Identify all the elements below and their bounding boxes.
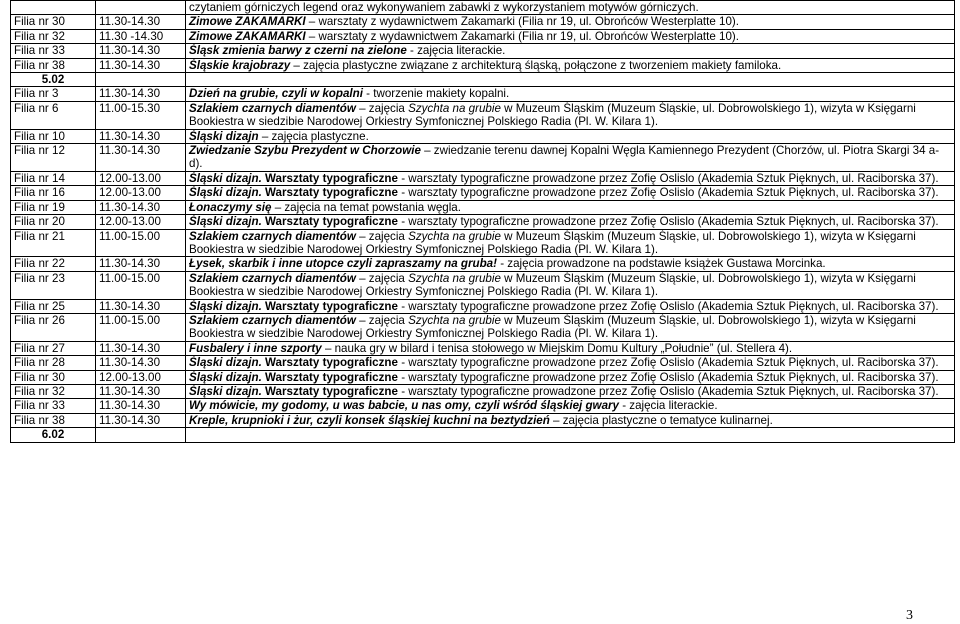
activity-cell	[186, 73, 955, 87]
filia-cell: Filia nr 30	[11, 15, 96, 29]
filia-cell: Filia nr 6	[11, 101, 96, 129]
activity-text: – warsztaty z wydawnictwem Zakamarki (Filia nr 19, ul. Obrońców Westerplatte 10).	[305, 29, 739, 43]
filia-cell: Filia nr 38	[11, 413, 96, 427]
filia-cell: Filia nr 27	[11, 341, 96, 355]
activity-text: – warsztaty z wydawnictwem Zakamarki (Filia nr 19, ul. Obrońców Westerplatte 10).	[305, 15, 739, 29]
activity-cell	[186, 144, 955, 172]
filia-cell: Filia nr 21	[11, 229, 96, 257]
time-cell: 11.30-14.30	[96, 356, 186, 370]
activity-cell	[186, 313, 955, 341]
activity-title: Śląski dizajn.	[189, 171, 262, 185]
schedule-body	[11, 1, 955, 443]
activity-cell	[186, 356, 955, 370]
time-cell	[96, 1, 186, 15]
activity-cell	[186, 101, 955, 129]
activity-title: Śląski dizajn.	[189, 370, 262, 384]
table-row	[11, 399, 955, 413]
filia-cell: Filia nr 12	[11, 144, 96, 172]
activity-cell	[186, 229, 955, 257]
activity-text: – zajęcia na temat powstania węgla.	[271, 200, 461, 214]
filia-cell: Filia nr 16	[11, 186, 96, 200]
activity-subtitle: Warsztaty typograficzne	[261, 370, 398, 384]
table-row	[11, 87, 955, 101]
activity-cell	[186, 257, 955, 271]
activity-text: - warsztaty typograficzne prowadzone przez Zofię Oslislo (Akademia Sztuk Pięknych, ul. Raciborska 37).	[397, 171, 939, 185]
time-cell: 12.00-13.00	[96, 215, 186, 229]
activity-title: Śląski dizajn.	[189, 299, 262, 313]
activity-text: Szychta na grubie	[408, 271, 501, 285]
activity-cell	[186, 200, 955, 214]
time-cell: 11.30 -14.30	[96, 29, 186, 43]
table-row	[11, 229, 955, 257]
activity-cell	[186, 341, 955, 355]
activity-subtitle: Warsztaty typograficzne	[261, 186, 398, 200]
activity-text: - tworzenie makiety kopalni.	[362, 87, 510, 101]
activity-cell	[186, 370, 955, 384]
activity-text: - zajęcia prowadzone na podstawie książek Gustawa Morcinka.	[497, 257, 826, 271]
activity-text: – zajęcia plastyczne związane z architekturą śląską, połączone z tworzeniem makiety familoka.	[290, 58, 782, 72]
filia-cell: Filia nr 30	[11, 370, 96, 384]
activity-title: Szlakiem czarnych diamentów	[189, 271, 356, 285]
time-cell: 11.00-15.00	[96, 313, 186, 341]
date-cell: 6.02	[11, 428, 96, 442]
table-row	[11, 271, 955, 299]
activity-title: Wy mówicie, my godomy, u was babcie, u nas omy, czyli wśród śląskiej gwary	[189, 399, 619, 413]
filia-cell: Filia nr 19	[11, 200, 96, 214]
filia-cell: Filia nr 32	[11, 29, 96, 43]
activity-title: Śląski dizajn	[189, 129, 259, 143]
activity-text: - zajęcia literackie.	[406, 44, 506, 58]
filia-cell: Filia nr 22	[11, 257, 96, 271]
activity-text: – zajęcia plastyczne.	[258, 129, 369, 143]
date-row	[11, 428, 955, 442]
activity-subtitle: Warsztaty typograficzne	[261, 384, 398, 398]
activity-title: Śląski dizajn.	[189, 356, 262, 370]
time-cell: 11.00-15.30	[96, 101, 186, 129]
filia-cell: Filia nr 20	[11, 215, 96, 229]
filia-cell: Filia nr 10	[11, 129, 96, 143]
activity-title: Śląski dizajn.	[189, 186, 262, 200]
activity-cell	[186, 399, 955, 413]
table-row	[11, 370, 955, 384]
activity-title: Szlakiem czarnych diamentów	[189, 101, 356, 115]
activity-text: – zajęcia	[355, 101, 409, 115]
time-cell: 11.30-14.30	[96, 87, 186, 101]
table-row	[11, 257, 955, 271]
activity-cell	[186, 215, 955, 229]
activity-text: - warsztaty typograficzne prowadzone przez Zofię Oslislo (Akademia Sztuk Pięknych, ul. Raciborska 37).	[397, 356, 939, 370]
filia-cell: Filia nr 28	[11, 356, 96, 370]
table-row	[11, 215, 955, 229]
time-cell: 11.00-15.00	[96, 271, 186, 299]
activity-cell	[186, 413, 955, 427]
activity-subtitle: Warsztaty typograficzne	[261, 171, 398, 185]
activity-subtitle: Warsztaty typograficzne	[261, 215, 398, 229]
table-row	[11, 29, 955, 43]
table-row	[11, 186, 955, 200]
time-cell: 11.30-14.30	[96, 384, 186, 398]
date-cell: 5.02	[11, 73, 96, 87]
activity-cell	[186, 271, 955, 299]
activity-cell	[186, 186, 955, 200]
time-cell: 11.30-14.30	[96, 299, 186, 313]
activity-cell	[186, 384, 955, 398]
activity-title: Łysek, skarbik i inne utopce czyli zapraszamy na gruba!	[189, 257, 497, 271]
activity-subtitle: Warsztaty typograficzne	[261, 299, 398, 313]
filia-cell: Filia nr 3	[11, 87, 96, 101]
activity-cell	[186, 15, 955, 29]
table-row	[11, 129, 955, 143]
activity-text: – zajęcia plastyczne o tematyce kulinarnej.	[549, 413, 773, 427]
filia-cell: Filia nr 33	[11, 399, 96, 413]
time-cell: 11.30-14.30	[96, 413, 186, 427]
date-row	[11, 73, 955, 87]
time-cell: 12.00-13.00	[96, 370, 186, 384]
table-row	[11, 144, 955, 172]
activity-title: Kreple, krupnioki i żur, czyli konsek śląskiej kuchni na beztydzień	[189, 413, 550, 427]
filia-cell: Filia nr 23	[11, 271, 96, 299]
table-row	[11, 356, 955, 370]
table-row	[11, 101, 955, 129]
activity-text: - warsztaty typograficzne prowadzone przez Zofię Oslislo (Akademia Sztuk Pięknych, ul. Raciborska 37).	[397, 186, 939, 200]
activity-text: w Muzeum Śląskim (Muzeum Śląskie, ul. Dobrowolskiego 1), wizyta w Księgarni Bookiestra w siedzibie Narodowej Orkiestry Symfonicznej Polskiego Radia (Pl. W. Kilara 1).	[189, 271, 916, 299]
activity-title: Zwiedzanie Szybu Prezydent w Chorzowie	[189, 144, 421, 158]
table-row	[11, 171, 955, 185]
activity-text: – zajęcia	[355, 229, 409, 243]
filia-cell: Filia nr 32	[11, 384, 96, 398]
activity-text: – nauka gry w bilard i tenisa stołowego w Miejskim Domu Kultury „Południe” (ul. Stellera 4).	[321, 341, 793, 355]
table-row	[11, 341, 955, 355]
time-cell: 11.30-14.30	[96, 200, 186, 214]
table-row	[11, 1, 955, 15]
activity-cell	[186, 129, 955, 143]
activity-text: w Muzeum Śląskim (Muzeum Śląskie, ul. Dobrowolskiego 1), wizyta w Księgarni Bookiestra w siedzibie Narodowej Orkiestry Symfonicznej Polskiego Radia (Pl. W. Kilara 1).	[189, 313, 916, 341]
activity-title: Szlakiem czarnych diamentów	[189, 229, 356, 243]
time-cell: 11.30-14.30	[96, 129, 186, 143]
activity-text: w Muzeum Śląskim (Muzeum Śląskie, ul. Dobrowolskiego 1), wizyta w Księgarni Bookiestra w siedzibie Narodowej Orkiestry Symfonicznej Polskiego Radia (Pl. W. Kilara 1).	[189, 101, 916, 129]
activity-text: – zwiedzanie terenu dawnej Kopalni Węgla Kamiennego Prezydent (Chorzów, ul. Piotra Skargi 34 a-d).	[189, 144, 940, 171]
table-row	[11, 15, 955, 29]
time-cell: 11.30-14.30	[96, 44, 186, 58]
time-cell: 11.30-14.30	[96, 144, 186, 172]
activity-text: - warsztaty typograficzne prowadzone przez Zofię Oslislo (Akademia Sztuk Pięknych, ul. Raciborska 37).	[397, 299, 939, 313]
activity-subtitle: Warsztaty typograficzne	[261, 356, 398, 370]
time-cell	[96, 428, 186, 442]
table-row	[11, 384, 955, 398]
filia-cell: Filia nr 33	[11, 44, 96, 58]
activity-title: Łonaczymy się	[189, 200, 272, 214]
activity-cell	[186, 44, 955, 58]
activity-title: Śląskie krajobrazy	[189, 58, 291, 72]
filia-cell: Filia nr 14	[11, 171, 96, 185]
activity-text: Szychta na grubie	[408, 313, 501, 327]
activity-text: - warsztaty typograficzne prowadzone przez Zofię Oslislo (Akademia Sztuk Pięknych, ul. Raciborska 37).	[397, 384, 939, 398]
activity-cell	[186, 29, 955, 43]
time-cell: 11.00-15.00	[96, 229, 186, 257]
filia-cell: Filia nr 26	[11, 313, 96, 341]
activity-cell	[186, 299, 955, 313]
document-page	[10, 0, 954, 443]
activity-text: – zajęcia	[355, 271, 409, 285]
activity-title: Dzień na grubie, czyli w kopalni	[189, 87, 363, 101]
filia-cell	[11, 1, 96, 15]
table-row	[11, 299, 955, 313]
table-row	[11, 200, 955, 214]
time-cell: 12.00-13.00	[96, 186, 186, 200]
activity-title: Zimowe ZAKAMARKI	[189, 29, 306, 43]
activity-text: - zajęcia literackie.	[618, 399, 718, 413]
activity-title: Śląsk zmienia barwy z czerni na zielone	[189, 44, 407, 58]
schedule-table	[10, 0, 955, 443]
activity-text: Szychta na grubie	[408, 229, 501, 243]
time-cell: 11.30-14.30	[96, 399, 186, 413]
table-row	[11, 58, 955, 72]
time-cell: 11.30-14.30	[96, 341, 186, 355]
activity-cell	[186, 171, 955, 185]
table-row	[11, 413, 955, 427]
time-cell: 11.30-14.30	[96, 58, 186, 72]
filia-cell: Filia nr 25	[11, 299, 96, 313]
activity-title: Fusbalery i inne szporty	[189, 341, 322, 355]
table-row	[11, 44, 955, 58]
page-number: 3	[906, 608, 913, 623]
activity-text: - warsztaty typograficzne prowadzone przez Zofię Oslislo (Akademia Sztuk Pięknych, ul. Raciborska 37).	[397, 370, 939, 384]
filia-cell: Filia nr 38	[11, 58, 96, 72]
activity-text: - warsztaty typograficzne prowadzone przez Zofię Oslislo (Akademia Sztuk Pięknych, ul. Raciborska 37).	[397, 215, 939, 229]
activity-cell	[186, 428, 955, 442]
activity-title: Szlakiem czarnych diamentów	[189, 313, 356, 327]
activity-title: Zimowe ZAKAMARKI	[189, 15, 306, 29]
table-row	[11, 313, 955, 341]
activity-text: w Muzeum Śląskim (Muzeum Śląskie, ul. Dobrowolskiego 1), wizyta w Księgarni Bookiestra w siedzibie Narodowej Orkiestry Symfonicznej Polskiego Radia (Pl. W. Kilara 1).	[189, 229, 916, 256]
activity-title: Śląski dizajn.	[189, 215, 262, 229]
activity-text: – zajęcia	[355, 313, 409, 327]
time-cell: 11.30-14.30	[96, 15, 186, 29]
activity-cell: czytaniem górniczych legend oraz wykonywaniem zabawki z wykorzystaniem motywów górniczych.	[186, 1, 955, 15]
time-cell: 12.00-13.00	[96, 171, 186, 185]
activity-cell	[186, 87, 955, 101]
time-cell: 11.30-14.30	[96, 257, 186, 271]
time-cell	[96, 73, 186, 87]
activity-text: Szychta na grubie	[408, 101, 501, 115]
activity-title: Śląski dizajn.	[189, 384, 262, 398]
activity-cell	[186, 58, 955, 72]
